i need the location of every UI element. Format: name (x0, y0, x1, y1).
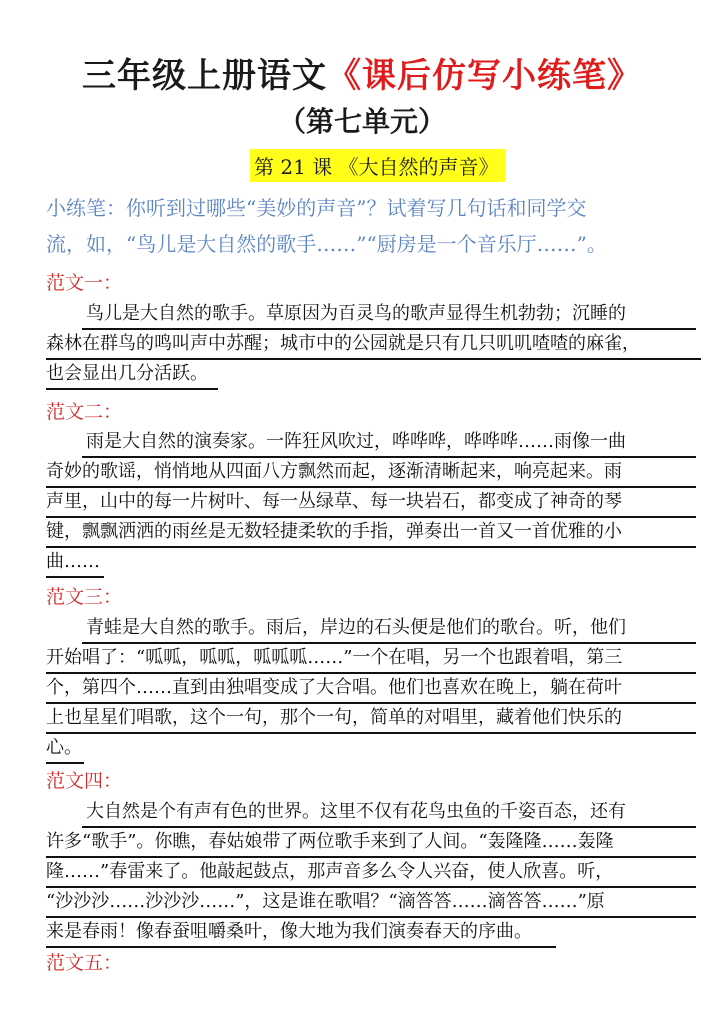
essay-line: 声里，山中的每一片树叶、每一丛绿草、每一块岩石，都变成了神奇的琴 (46, 488, 696, 518)
writing-prompt (46, 190, 686, 262)
essay-line: 鸟儿是大自然的歌手。草原因为百灵鸟的歌声显得生机勃勃；沉睡的 (46, 300, 696, 330)
essay-body (46, 428, 696, 578)
essay-line: 个，第四个……直到由独唱变成了大合唱。他们也喜欢在晚上，躺在荷叶 (46, 674, 696, 704)
essay-line: 奇妙的歌谣，悄悄地从四面八方飘然而起，逐渐清晰起来，响亮起来。雨 (46, 458, 696, 488)
essay-line: 青蛙是大自然的歌手。雨后，岸边的石头便是他们的歌台。听，他们 (46, 614, 696, 644)
prompt-line: 小练笔：你听到过哪些“美妙的声音”？试着写几句话和同学交 (46, 196, 587, 220)
title-book: 《课后仿写小练笔》 (327, 56, 642, 96)
unit-subtitle: （第七单元） (277, 105, 446, 138)
essay-body (46, 798, 696, 948)
essay-body (46, 614, 696, 764)
lesson-label: 第 21 课 《大自然的声音》 (250, 149, 505, 182)
prompt-line: 流，如，“鸟儿是大自然的歌手……”“厨房是一个音乐厅……”。 (46, 232, 607, 256)
essay-line: 森林在群鸟的鸣叫声中苏醒；城市中的公园就是只有几只叽叽喳喳的麻雀， (46, 330, 701, 360)
essay-line: 许多“歌手”。你瞧，春姑娘带了两位歌手来到了人间。“轰隆隆……轰隆 (46, 828, 696, 858)
essay-line: 大自然是个有声有色的世界。这里不仅有花鸟虫鱼的千姿百态，还有 (46, 798, 696, 828)
title-grade: 三年级上册语文 (82, 56, 327, 96)
essay-heading: 范文二： (46, 401, 123, 423)
essay-body (46, 300, 696, 390)
essay-heading: 范文三： (46, 586, 123, 608)
essay-line: 也会显出几分活跃。 (46, 360, 218, 390)
essay-line: 开始唱了：“呱呱，呱呱，呱呱呱……”一个在唱，另一个也跟着唱，第三 (46, 644, 696, 674)
essay-line: 雨是大自然的演奏家。一阵狂风吹过，哗哗哗，哗哗哗……雨像一曲 (46, 428, 696, 458)
essay-line: 键，飘飘洒洒的雨丝是无数轻捷柔软的手指，弹奏出一首又一首优雅的小 (46, 518, 696, 548)
essay-heading: 范文五： (46, 952, 123, 974)
essay-line: 来是春雨！像春蚕咀嚼桑叶，像大地为我们演奏春天的序曲。 (46, 918, 556, 948)
essay-line: 隆……”春雷来了。他敲起鼓点，那声音多么令人兴奋，使人欣喜。听， (46, 858, 696, 888)
essay-line: 曲…… (46, 548, 104, 578)
document-title (0, 48, 724, 97)
essay-line: 心。 (46, 734, 84, 764)
essay-heading: 范文一： (46, 272, 123, 294)
essay-line: “沙沙沙……沙沙沙……”，这是谁在歌唱？“滴答答……滴答答……”原 (46, 888, 696, 918)
essay-heading: 范文四： (46, 770, 123, 792)
essay-line: 上也星星们唱歌，这个一句，那个一句，简单的对唱里，藏着他们快乐的 (46, 704, 696, 734)
